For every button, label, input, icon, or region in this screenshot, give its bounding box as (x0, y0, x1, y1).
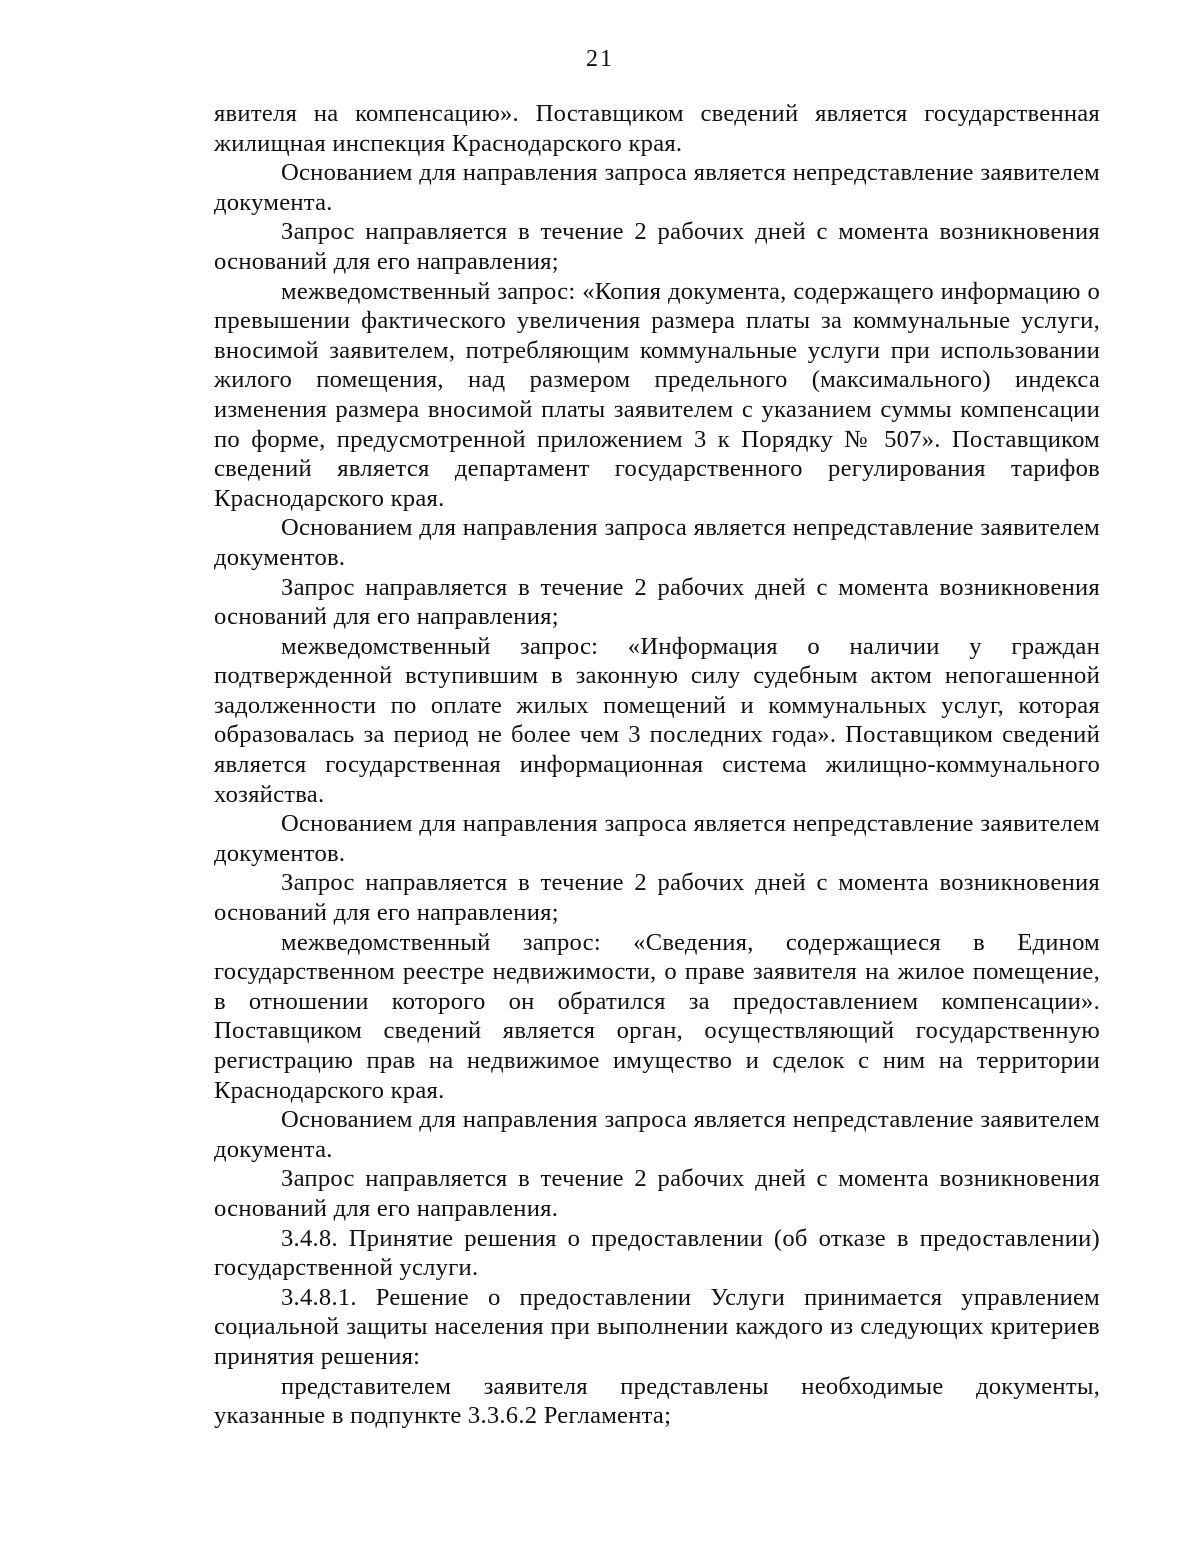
paragraph: межведомственный запрос: «Информация о наличии у граждан подтвержденной вступившим в законную силу судебным актом непогашенной задолженности по оплате жилых помещений и коммунальных услуг, которая образовалась за период не более чем 3 последних года». Поставщиком сведений является государственная информационная система жилищно-коммунального хозяйства. (214, 632, 1100, 808)
paragraph: Основанием для направления запроса является непредставление заявителем документов. (214, 810, 1100, 867)
paragraph: 3.4.8.1. Решение о предоставлении Услуги принимается управлением социальной защиты населения при выполнении каждого из следующих критериев принятия решения: (214, 1283, 1100, 1370)
paragraph: Основанием для направления запроса является непредставление заявителем документа. (214, 1106, 1100, 1163)
paragraph: Основанием для направления запроса является непредставление заявителем документа. (214, 159, 1100, 216)
page-number: 21 (586, 46, 614, 72)
paragraph: Основанием для направления запроса является непредставление заявителем документов. (214, 514, 1100, 571)
paragraph: Запрос направляется в течение 2 рабочих дней с момента возникновения оснований для его направления; (214, 573, 1100, 631)
paragraph: 3.4.8. Принятие решения о предоставлении (об отказе в предоставлении) государственной услуги. (214, 1224, 1100, 1282)
paragraph: межведомственный запрос: «Копия документа, содержащего информацию о превышении фактического увеличения размера платы за коммунальные услуги, вносимой заявителем, потребляющим коммунальные услуги при использовании жилого помещения, над размером предельного (максимального) индекса изменения размера вносимой платы заявителем с указанием суммы компенсации по форме, предусмотренной приложением 3 к Порядку № 507». Поставщиком сведений является департамент государственного регулирования тарифов Краснодарского края. (214, 277, 1100, 512)
document-body (214, 99, 1100, 1431)
paragraph: Запрос направляется в течение 2 рабочих дней с момента возникновения оснований для его направления; (214, 218, 1100, 275)
paragraph: Запрос направляется в течение 2 рабочих дней с момента возникновения оснований для его направления; (214, 869, 1100, 927)
paragraph: межведомственный запрос: «Сведения, содержащиеся в Едином государственном реестре недвижимости, о праве заявителя на жилое помещение, в отношении которого он обратился за предоставлением компенсации». Поставщиком сведений является орган, осуществляющий государственную регистрацию прав на недвижимое имущество и сделок с ним на территории Краснодарского края. (214, 928, 1100, 1104)
paragraph: представителем заявителя представлены необходимые документы, указанные в подпункте 3.3.6.2 Регламента; (214, 1372, 1100, 1430)
paragraph: явителя на компенсацию». Поставщиком сведений является государственная жилищная инспекция Краснодарского края. (214, 100, 1100, 157)
paragraph: Запрос направляется в течение 2 рабочих дней с момента возникновения оснований для его направления. (214, 1165, 1100, 1222)
